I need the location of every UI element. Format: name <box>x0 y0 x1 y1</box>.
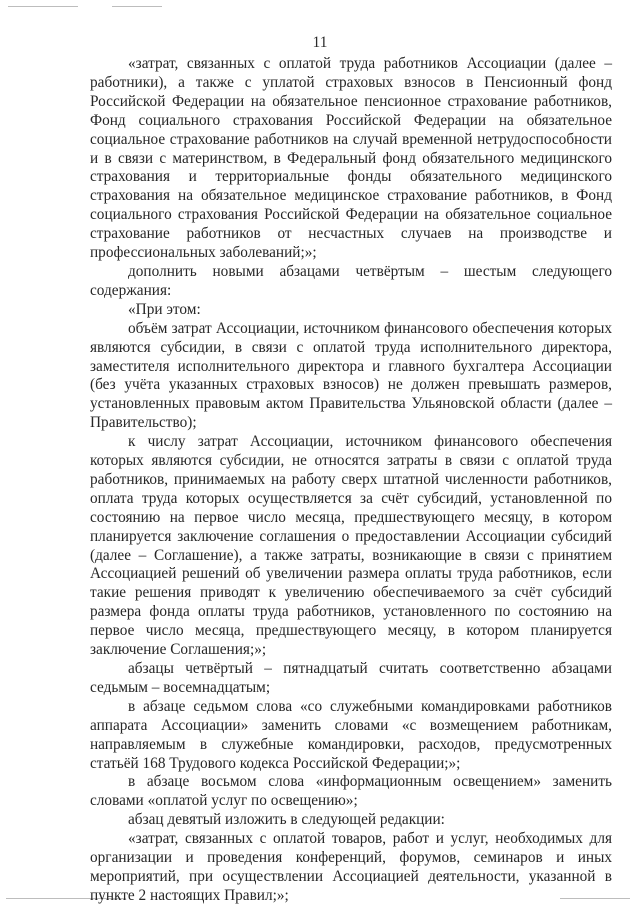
paragraph-at-the-same-time: «При этом: <box>128 300 201 318</box>
paragraph-expenses-wages: «затрат, связанных с оплатой труда работников Ассоциации (далее – работники), а также с уплатой страховых взносов в Пенсионный фонд Российской Федерации на обязательное пенсионное страхование работников, Фонд социального страхования Российской Федерации на обязательное социальное страхование работников на случай временной нетрудоспособности и в связи с материнством, в Федеральный фонд обязательного медицинского страхования и территориальные фонды обязательного медицинского страхования на обязательное медицинское страхование работников, в Фонд социального страхования Российской Федерации на обязательное социальное страхование работников от несчастных случаев на производстве и профессиональных заболеваний;»; <box>90 55 612 262</box>
paragraph-excluded-expenses: к числу затрат Ассоциации, источником финансового обеспечения которых являются субсидии, не относятся затраты в связи с оплатой труда работников, принимаемых на работу сверх штатной численности работников, оплата труда которых осуществляется за счёт субсидий, установленной по состоянию на первое число месяца, предшествующего месяцу, в котором планируется заключение соглашения о предоставлении Ассоциации субсидий (далее – Соглашение), а также затраты, возникающие в связи с принятием Ассоциацией решений об увеличении размера оплаты труда работников, если такие решения приводят к увеличению обеспечиваемого за счёт субсидий размера фонда оплаты труда работников, установленного по состоянию на первое число месяца, предшествующего месяцу, в котором планируется заключение Соглашения;»; <box>90 433 612 659</box>
paragraph-add-new-subparagraphs: дополнить новыми абзацами четвёртым – шестым следующего содержания: <box>90 262 612 299</box>
paragraph-seventh-amendment: в абзаце седьмом слова «со служебными командировками работников аппарата Ассоциации» заменить словами «с возмещением работникам, направляемым в служебные командировки, расходов, предусмотренных статьёй 168 Трудового кодекса Российской Федерации;»; <box>90 697 612 772</box>
scan-edge-mark <box>112 6 162 7</box>
document-body <box>90 55 612 906</box>
paragraph-eighth-amendment: в абзаце восьмом слова «информационным освещением» заменить словами «оплатой услуг по освещению»; <box>90 773 612 810</box>
paragraph-expense-limit: объём затрат Ассоциации, источником финансового обеспечения которых являются субсидии, в связи с оплатой труда исполнительного директора, заместителя исполнительного директора и главного бухгалтера Ассоциации (без учёта указанных страховых взносов) не должен превышать размеров, установленных правовым актом Правительства Ульяновской области (далее – Правительство); <box>90 319 612 432</box>
paragraph-ninth-new-wording: абзац девятый изложить в следующей редакции: <box>128 811 445 829</box>
scan-edge-mark <box>8 6 78 7</box>
page-number: 11 <box>312 34 328 51</box>
paragraph-renumbering: абзацы четвёртый – пятнадцатый считать соответственно абзацами седьмым – восемнадцатым; <box>90 660 612 696</box>
paragraph-events-expenses: «затрат, связанных с оплатой товаров, работ и услуг, необходимых для организации и проведения конференций, форумов, семинаров и иных мероприятий, при осуществлении Ассоциацией деятельности, указанной в пункте 2 настоящих Правил;»; <box>90 830 612 904</box>
